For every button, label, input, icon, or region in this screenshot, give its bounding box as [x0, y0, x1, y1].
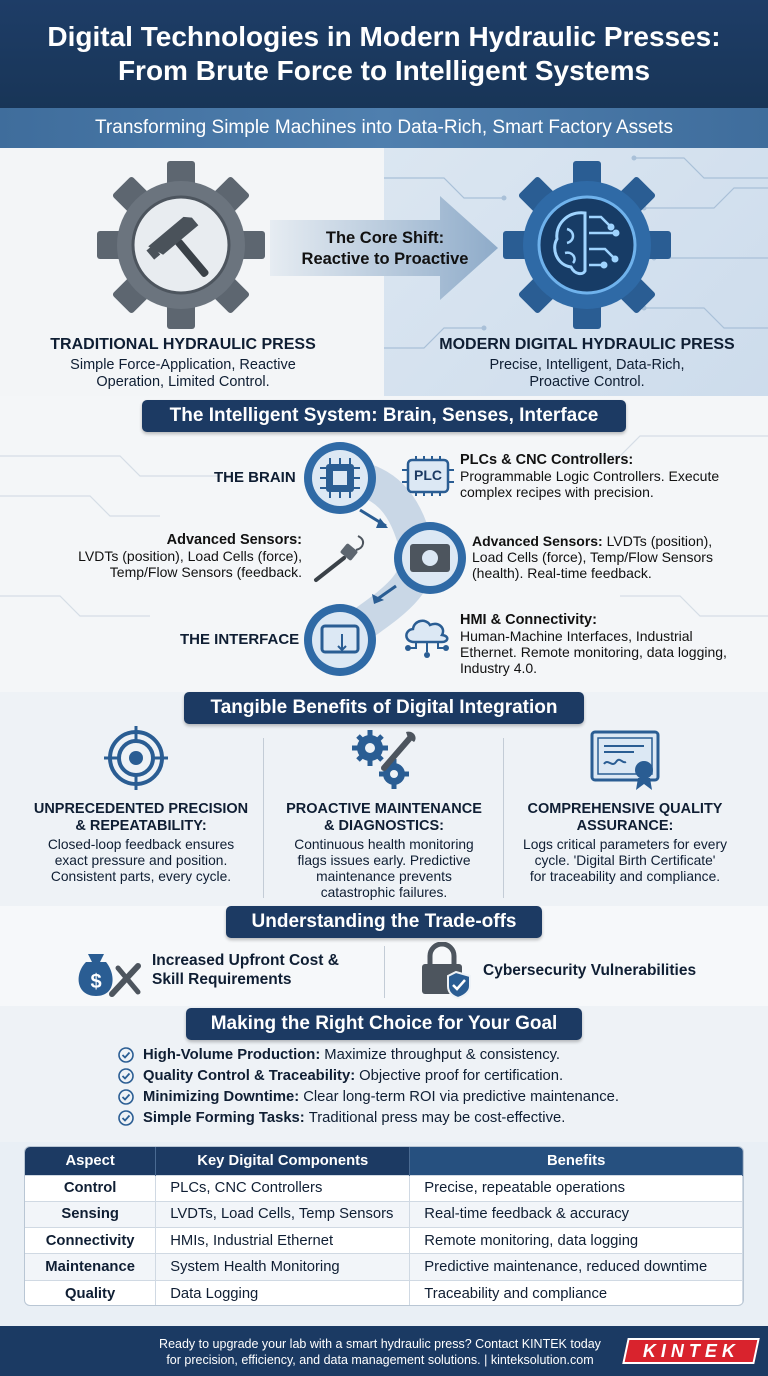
brain-circuit-gear-icon: [502, 160, 672, 335]
traditional-desc-line-1: Simple Force-Application, Reactive: [70, 357, 296, 373]
hmi-description: [460, 612, 727, 676]
benefit-title-line: COMPREHENSIVE QUALITY: [527, 801, 723, 817]
benefit-title-line: PROACTIVE MAINTENANCE: [286, 801, 482, 817]
footer-cta: [150, 1336, 610, 1368]
table-header-benefits: Benefits: [410, 1147, 743, 1175]
sensors-right-line-1: LVDTs (position),: [602, 533, 713, 549]
benefit-title-line: & REPEATABILITY:: [75, 818, 207, 834]
sensors-right-line-2: Load Cells (force), Temp/Flow Sensors: [472, 549, 713, 565]
hmi-line-3: Industry 4.0.: [460, 660, 538, 676]
benefit-desc-line: flags issues early. Predictive: [297, 853, 471, 868]
core-shift-label: [270, 228, 500, 270]
benefits-banner: Tangible Benefits of Digital Integration: [184, 692, 584, 724]
sensors-left-line-2: Temp/Flow Sensors (feedback.: [109, 564, 302, 580]
header: [0, 0, 768, 108]
table-cell: Traceability and compliance: [410, 1280, 743, 1306]
gears-wrench-icon: [350, 728, 420, 792]
choice-item: [118, 1087, 619, 1107]
tradeoff-divider: [384, 946, 385, 998]
plc-line-2: complex recipes with precision.: [460, 484, 654, 500]
sensors-right-description: [472, 533, 713, 581]
benefit-desc-line: maintenance prevents: [316, 869, 452, 884]
table-cell: HMIs, Industrial Ethernet: [156, 1228, 410, 1254]
cybersecurity-text: Cybersecurity Vulnerabilities: [483, 962, 697, 979]
check-circle-icon: [118, 1068, 134, 1084]
choice-item-text: Objective proof for certification.: [359, 1068, 564, 1084]
sensors-left-description: [40, 532, 302, 580]
table-row: [25, 1254, 743, 1280]
benefit-desc-line: Continuous health monitoring: [294, 837, 474, 852]
benefit-quality: [500, 801, 750, 885]
modern-desc-line-2: Proactive Control.: [529, 374, 645, 390]
choice-item: [118, 1045, 560, 1065]
traditional-desc-line-2: Operation, Limited Control.: [96, 374, 270, 390]
sensors-left-title: Advanced Sensors:: [166, 532, 302, 548]
plc-description: [460, 452, 719, 500]
table-cell: Maintenance: [25, 1254, 156, 1280]
traditional-press-title: TRADITIONAL HYDRAULIC PRESS: [50, 336, 316, 353]
benefit-desc-line: Logs critical parameters for every: [523, 837, 727, 852]
benefit-desc-line: exact pressure and position.: [54, 853, 228, 868]
choice-item-bold: Minimizing Downtime:: [143, 1089, 300, 1105]
footer: [0, 1326, 768, 1376]
interface-label: THE INTERFACE: [180, 631, 300, 648]
check-circle-icon: [118, 1089, 134, 1105]
table-row: [25, 1280, 743, 1306]
benefit-title-line: ASSURANCE:: [576, 818, 674, 834]
benefit-precision: [16, 801, 266, 885]
table-cell: Control: [25, 1175, 156, 1201]
benefit-desc-line: cycle. 'Digital Birth Certificate': [534, 853, 716, 868]
choice-item: [118, 1108, 565, 1128]
choice-item-bold: High-Volume Production:: [143, 1047, 321, 1063]
subtitle: Transforming Simple Machines into Data-Rich, Smart Factory Assets: [95, 117, 673, 138]
table: [25, 1147, 743, 1306]
kintek-logo[interactable]: [622, 1338, 760, 1364]
hmi-line-1: Human-Machine Interfaces, Industrial: [460, 628, 693, 644]
lock-shield-icon: [418, 942, 476, 1000]
cloud-network-icon: [400, 612, 454, 667]
svg-text:$: $: [90, 971, 102, 993]
brain-label: THE BRAIN: [214, 469, 296, 486]
subtitle-bar: [0, 108, 768, 148]
page-title: [47, 20, 720, 88]
table-cell: PLCs, CNC Controllers: [156, 1175, 410, 1201]
table-row: [25, 1175, 743, 1201]
table-cell: System Health Monitoring: [156, 1254, 410, 1280]
benefit-desc-line: for traceability and compliance.: [529, 869, 721, 884]
table-cell: Connectivity: [25, 1228, 156, 1254]
shift-line-2: Reactive to Proactive: [301, 250, 469, 268]
footer-line-2[interactable]: for precision, efficiency, and data management solutions. | kinteksolution.com: [166, 1353, 594, 1367]
benefit-title-line: & DIAGNOSTICS:: [323, 818, 445, 834]
benefit-desc-line: Consistent parts, every cycle.: [50, 869, 232, 884]
certificate-icon: [590, 728, 666, 792]
upfront-cost-line-2: Skill Requirements: [152, 971, 292, 988]
money-tools-icon: [72, 944, 144, 1000]
plc-chip-label: PLC: [414, 467, 442, 483]
table-header-aspect: Aspect: [25, 1147, 156, 1175]
sensor-probe-icon: [310, 532, 370, 589]
benefit-maintenance: [259, 801, 509, 901]
upfront-cost-line-1: Increased Upfront Cost &: [152, 952, 339, 969]
modern-desc-line-1: Precise, Intelligent, Data-Rich,: [489, 357, 685, 373]
table-cell: LVDTs, Load Cells, Temp Sensors: [156, 1201, 410, 1227]
plc-chip-icon: [402, 456, 454, 496]
benefit-title-line: UNPRECEDENTED PRECISION: [33, 801, 249, 817]
check-circle-icon: [118, 1047, 134, 1063]
table-row: [25, 1228, 743, 1254]
table-cell: Real-time feedback & accuracy: [410, 1201, 743, 1227]
table-cell: Precise, repeatable operations: [410, 1175, 743, 1201]
choice-item-text: Traditional press may be cost-effective.: [308, 1110, 566, 1126]
table-header-row: [25, 1147, 743, 1175]
title-line-1: Digital Technologies in Modern Hydraulic Presses:: [47, 21, 721, 52]
choice-item-bold: Quality Control & Traceability:: [143, 1068, 356, 1084]
choice-item-text: Clear long-term ROI via predictive maintenance.: [303, 1089, 619, 1105]
choice-item: [118, 1066, 563, 1086]
modern-press-title: MODERN DIGITAL HYDRAULIC PRESS: [439, 336, 735, 353]
traditional-press-desc: [18, 357, 348, 391]
table-cell: Remote monitoring, data logging: [410, 1228, 743, 1254]
hmi-line-2: Ethernet. Remote monitoring, data logging,: [460, 644, 727, 660]
hammer-gear-icon: [96, 160, 266, 335]
plc-title: PLCs & CNC Controllers:: [460, 452, 634, 468]
sensors-left-line-1: LVDTs (position), Load Cells (force),: [78, 548, 302, 564]
modern-press-desc: [422, 357, 752, 391]
footer-line-1: Ready to upgrade your lab with a smart hydraulic press? Contact KINTEK today: [159, 1337, 601, 1351]
title-line-2: From Brute Force to Intelligent Systems: [117, 55, 651, 86]
shift-line-1: The Core Shift:: [325, 229, 445, 247]
table-cell: Predictive maintenance, reduced downtime: [410, 1254, 743, 1280]
target-icon: [104, 726, 168, 790]
sensors-right-line-3: (health). Real-time feedback.: [472, 565, 652, 581]
table-row: [25, 1201, 743, 1227]
table-header-components: Key Digital Components: [156, 1147, 410, 1175]
check-circle-icon: [118, 1110, 134, 1126]
benefit-desc-line: catastrophic failures.: [320, 885, 448, 900]
choice-item-text: Maximize throughput & consistency.: [324, 1047, 561, 1063]
sensors-right-title: Advanced Sensors:: [472, 533, 603, 549]
choice-item-bold: Simple Forming Tasks:: [143, 1110, 305, 1126]
system-banner: The Intelligent System: Brain, Senses, Interface: [142, 400, 626, 432]
logo-text: KINTEK: [642, 1340, 740, 1361]
benefit-desc-line: Closed-loop feedback ensures: [47, 837, 235, 852]
plc-line-1: Programmable Logic Controllers. Execute: [460, 468, 720, 484]
table-cell: Quality: [25, 1280, 156, 1306]
choice-banner: Making the Right Choice for Your Goal: [186, 1008, 582, 1040]
comparison-section: [0, 148, 768, 396]
hmi-title: HMI & Connectivity:: [460, 612, 597, 628]
table-cell: Sensing: [25, 1201, 156, 1227]
table-cell: Data Logging: [156, 1280, 410, 1306]
comparison-table: [24, 1146, 744, 1306]
tradeoffs-banner: Understanding the Trade-offs: [226, 906, 542, 938]
upfront-cost-text: [152, 951, 339, 989]
